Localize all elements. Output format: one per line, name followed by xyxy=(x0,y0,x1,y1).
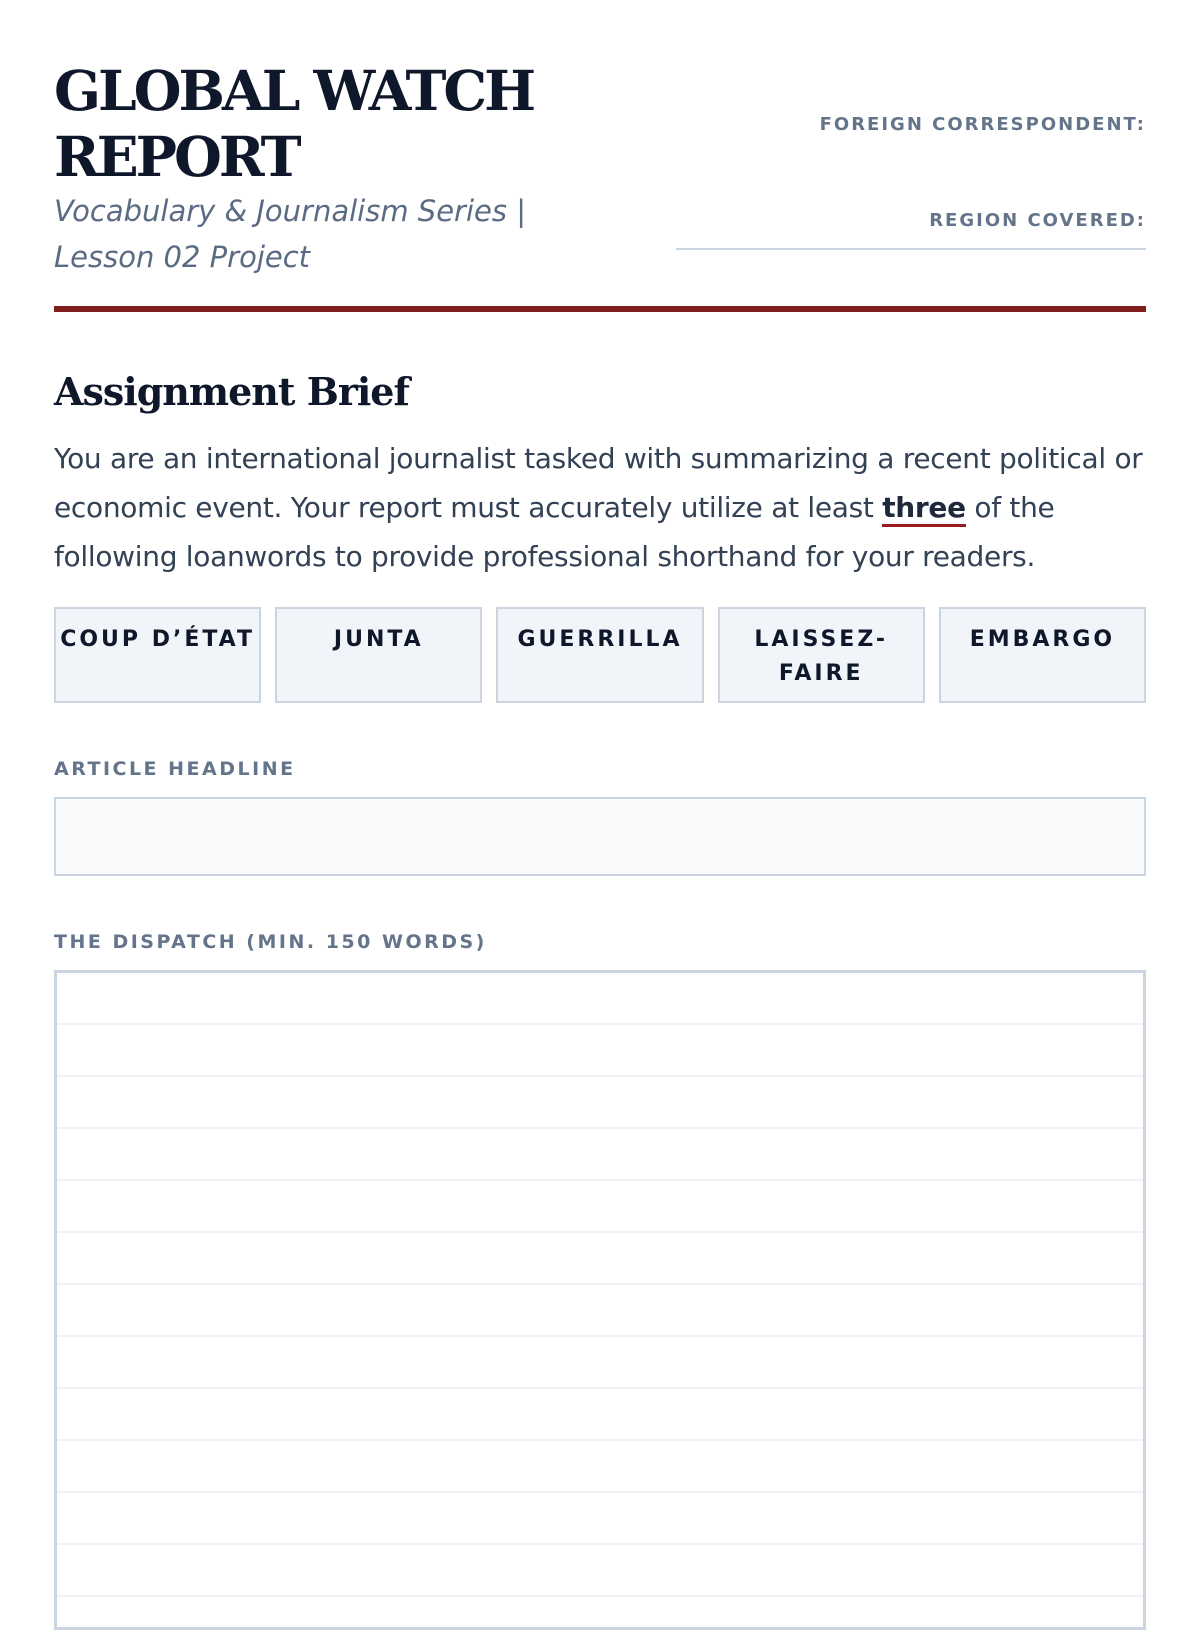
brief-heading: Assignment Brief xyxy=(54,369,409,414)
word-chip: GUERRILLA xyxy=(496,607,703,703)
worksheet-page xyxy=(54,0,1146,1600)
report-subtitle: Vocabulary & Journalism Series | Lesson 02 Project xyxy=(54,194,526,274)
brief-paragraph xyxy=(54,434,1146,581)
word-bank xyxy=(54,607,1146,703)
word-chip: JUNTA xyxy=(275,607,482,703)
headline-input[interactable] xyxy=(54,797,1146,876)
header-divider xyxy=(54,306,1146,312)
word-chip: COUP D’ÉTAT xyxy=(54,607,261,703)
word-chip: EMBARGO xyxy=(939,607,1146,703)
dispatch-label: THE DISPATCH (MIN. 150 WORDS) xyxy=(54,931,487,953)
region-label: REGION COVERED: xyxy=(929,210,1146,231)
dispatch-textarea[interactable] xyxy=(54,970,1146,1630)
brief-emphasis: three xyxy=(882,491,966,527)
headline-label: ARTICLE HEADLINE xyxy=(54,758,296,780)
correspondent-blank-line[interactable] xyxy=(676,248,1146,250)
report-header xyxy=(54,58,1146,316)
word-chip: LAISSEZ-FAIRE xyxy=(718,607,925,703)
report-title: GLOBAL WATCH REPORT xyxy=(54,58,534,189)
brief-text-after: of the following loanwords to provide professional shorthand for your readers. xyxy=(54,491,1055,573)
correspondent-label: FOREIGN CORRESPONDENT: xyxy=(819,114,1146,135)
brief-text-before: You are an international journalist tasked with summarizing a recent political or economic event. Your report must accurately utilize at least xyxy=(54,442,1143,524)
